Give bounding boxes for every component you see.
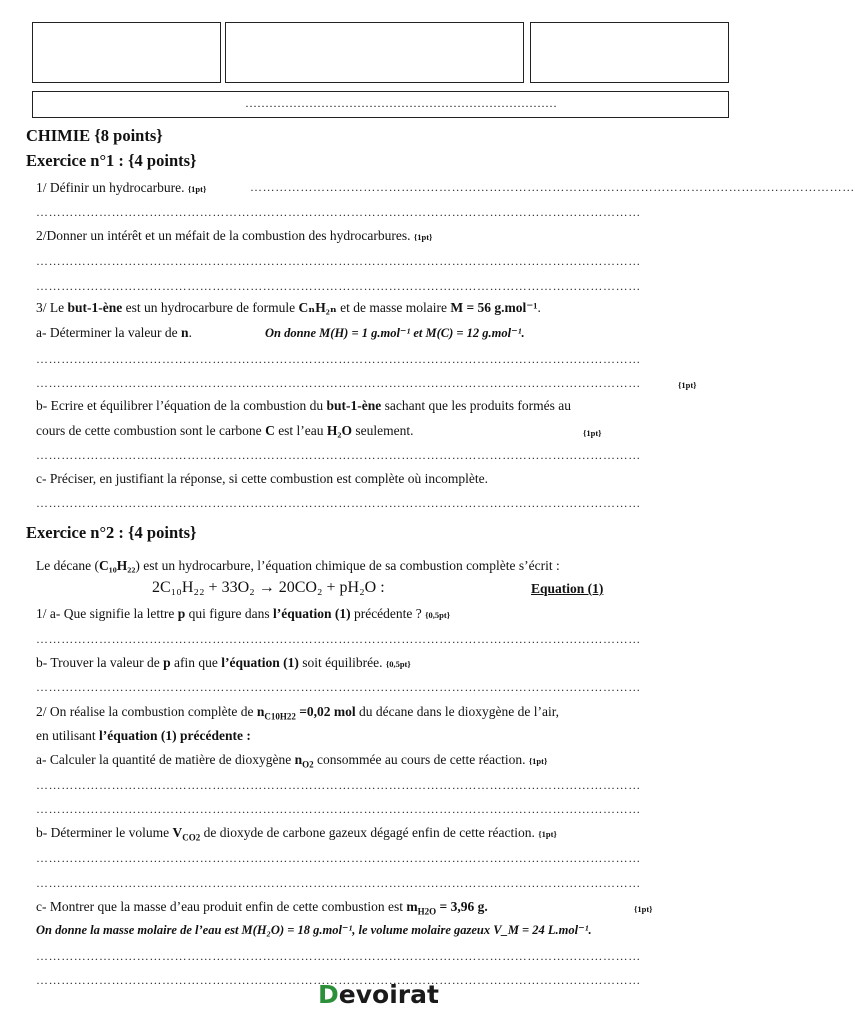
ex2-qb — [36, 825, 557, 843]
ex2-intro-text: Le décane ( — [36, 558, 99, 573]
ex2-q2-text2: du décane dans le dioxygène de l’air, — [355, 704, 560, 719]
section-title: CHIMIE {8 points} — [26, 126, 163, 145]
ex2-q2-text4: précédente : — [176, 728, 251, 743]
ex1-qa-points: {1pt} — [678, 380, 697, 390]
ex2-q2-text: 2/ On réalise la combustion complète de — [36, 704, 257, 719]
ex1-q3-text2: est un hydrocarbure de formule — [122, 300, 299, 315]
ex2-qb-text: b- Déterminer le volume — [36, 825, 173, 840]
answer-line: ……………………………………………………………………………………………………………………………… — [36, 376, 641, 390]
ex1-qb-text5: seulement. — [351, 423, 414, 438]
ex2-qb-text2: de dioxyde de carbone gazeux dégagé enfin de cette réaction. — [200, 825, 535, 840]
ex2-intro-formula: C₁₀H₂₂ — [98, 558, 136, 573]
ex2-qa-n: n — [294, 752, 303, 767]
ex2-qc-value: = 3,96 g. — [436, 899, 488, 914]
ex2-qb-v-sub: CO2 — [182, 832, 201, 843]
ex2-q1b-text3: soit équilibrée. — [298, 655, 383, 670]
ex2-q1a-text: 1/ a- Que signifie la lettre — [36, 606, 178, 621]
ex2-q1b-eq: l’équation (1) — [221, 655, 299, 670]
ex2-intro — [36, 558, 560, 574]
ex1-qb-text: b- Ecrire et équilibrer l’équation de la combustion du — [36, 398, 327, 413]
ex2-qc-m: m — [406, 899, 418, 914]
answer-line: ……………………………………………………………………………………………………………………………… — [36, 973, 641, 987]
ex1-q3: 3/ Le but-1-ène est un hydrocarbure de formule CₙH₂ₙ et de masse molaire M = 56 g.mol⁻¹. — [36, 300, 541, 315]
ex1-qb-water: H₂O — [326, 423, 352, 438]
ex2-qa-points: {1pt} — [528, 756, 548, 766]
ex1-qb-points: {1pt} — [583, 428, 602, 438]
answer-line: ……………………………………………………………………………………………………………………………… — [36, 680, 641, 694]
ex1-qb-carbon: C — [265, 423, 275, 438]
ex1-qa-text: a- Déterminer la valeur de — [36, 325, 182, 340]
ex2-q1b-p: p — [163, 655, 171, 670]
ex2-q1a — [36, 606, 450, 622]
ex2-q2-n: n — [256, 704, 265, 719]
ex2-q2-eq: l’équation (1) — [99, 728, 177, 743]
ex2-qb-v: V — [172, 825, 183, 840]
ex1-q1-points: {1pt} — [187, 184, 207, 194]
name-line: …………………………………………………………………… — [245, 96, 557, 110]
exercise2-title: Exercice n°2 : {4 points} — [26, 523, 197, 542]
ex1-qb-line1 — [36, 398, 571, 414]
ex1-q3-molar-mass: M = 56 g.mol⁻¹ — [450, 300, 538, 315]
answer-line: ……………………………………………………………………………………………………………………………… — [36, 778, 641, 792]
ex2-qa — [36, 752, 547, 770]
answer-line: ……………………………………………………………………………………………………………………………… — [36, 802, 641, 816]
ex2-qc-text: c- Montrer que la masse d’eau produit enfin de cette combustion est — [36, 899, 407, 914]
name-box — [32, 91, 729, 118]
answer-line: ……………………………………………………………………………………………………………………………… — [36, 851, 641, 865]
ex1-q1 — [36, 180, 206, 196]
ex1-q3-text3: et de masse molaire — [336, 300, 451, 315]
answer-line: ……………………………………………………………………………………………………………………………… — [36, 949, 641, 963]
equation-1-label: Equation (1) — [531, 581, 604, 596]
ex2-qb-points: {1pt} — [538, 829, 557, 839]
ex2-q1a-text3: précédente ? — [350, 606, 422, 621]
answer-line: ……………………………………………………………………………………………………………………………… — [36, 632, 641, 646]
ex1-q2-text: 2/Donner un intérêt et un méfait de la combustion des hydrocarbures. — [36, 228, 411, 243]
ex1-qb-text2: sachant que les produits formés au — [381, 398, 571, 413]
header-box-right — [530, 22, 729, 83]
ex2-q1b-text2: afin que — [170, 655, 222, 670]
ex1-q3-compound: but-1-ène — [67, 300, 123, 315]
ex2-q1a-p: p — [177, 606, 186, 621]
ex2-q1b — [36, 655, 411, 671]
equation-1: 2C₁₀H₂₂ + 33O₂ → 20CO₂ + pH₂O : — [152, 579, 385, 596]
exercise1-title: Exercice n°1 : {4 points} — [26, 151, 197, 170]
answer-line: ……………………………………………………………………………………………………………………………… — [36, 205, 641, 219]
header-box-left — [32, 22, 221, 83]
ex2-qc-m-sub: H2O — [417, 906, 437, 917]
answer-line: ……………………………………………………………………………………………………………………………… — [36, 448, 641, 462]
ex2-q1b-points: {0,5pt} — [385, 659, 411, 669]
answer-line: ……………………………………………………………………………………………………………………………… — [36, 876, 641, 890]
ex2-q1a-points: {0,5pt} — [425, 610, 451, 620]
ex2-q2-line2 — [36, 728, 251, 744]
answer-line: ……………………………………………………………………………………………………………………………… — [36, 496, 641, 510]
answer-line: ……………………………………………………………………………………………………………………………… — [250, 180, 855, 194]
ex2-q2-text3: en utilisant — [36, 728, 99, 743]
ex1-q3-text: 3/ Le — [36, 300, 68, 315]
ex1-qa: a- Déterminer la valeur de n. — [36, 325, 192, 340]
ex2-q1a-text2: qui figure dans — [185, 606, 273, 621]
ex2-qc-points: {1pt} — [634, 904, 653, 914]
devoirat-logo — [318, 980, 439, 1009]
header-box-middle — [225, 22, 524, 83]
ex2-q1a-eq: l’équation (1) — [272, 606, 351, 621]
ex1-qa-n: n — [181, 325, 189, 340]
ex1-qb-text3: cours de cette combustion sont le carbone — [36, 423, 266, 438]
ex1-qb-text4: est l’eau — [274, 423, 327, 438]
ex1-q2 — [36, 228, 432, 244]
ex1-q2-points: {1pt} — [413, 232, 433, 242]
logo-text: evoirat — [338, 980, 439, 1009]
ex2-intro-text2: ) est un hydrocarbure, l’équation chimique de sa combustion complète s’écrit : — [135, 558, 560, 573]
ex1-qb-compound: but-1-ène — [326, 398, 382, 413]
ex2-qa-text: a- Calculer la quantité de matière de dioxygène — [36, 752, 295, 767]
ex2-qa-text2: consommée au cours de cette réaction. — [313, 752, 526, 767]
ex1-qb-line2 — [36, 423, 413, 439]
ex2-qc-given: On donne la masse molaire de l’eau est M(H₂O) = 18 g.mol⁻¹, le volume molaire gazeux V_M = 24 L.mol⁻¹. — [36, 923, 592, 937]
ex2-qc — [36, 899, 488, 917]
answer-line: ……………………………………………………………………………………………………………………………… — [36, 352, 641, 366]
ex1-qa-given: On donne M(H) = 1 g.mol⁻¹ et M(C) = 12 g.mol⁻¹. — [265, 326, 525, 340]
answer-line: ……………………………………………………………………………………………………………………………… — [36, 279, 641, 293]
ex1-qc: c- Préciser, en justifiant la réponse, si cette combustion est complète où incomplète. — [36, 471, 488, 486]
ex2-q2-value: =0,02 mol — [295, 704, 356, 719]
ex1-q3-formula: CₙH₂ₙ — [298, 300, 337, 315]
ex2-qa-n-sub: O2 — [302, 759, 314, 770]
logo-d: D — [318, 980, 339, 1009]
ex2-q2-n-sub: C10H22 — [264, 711, 296, 722]
ex2-q1b-text: b- Trouver la valeur de — [36, 655, 164, 670]
ex2-q2-line1 — [36, 704, 559, 722]
answer-line: ……………………………………………………………………………………………………………………………… — [36, 254, 641, 268]
ex1-q1-text: 1/ Définir un hydrocarbure. — [36, 180, 185, 195]
